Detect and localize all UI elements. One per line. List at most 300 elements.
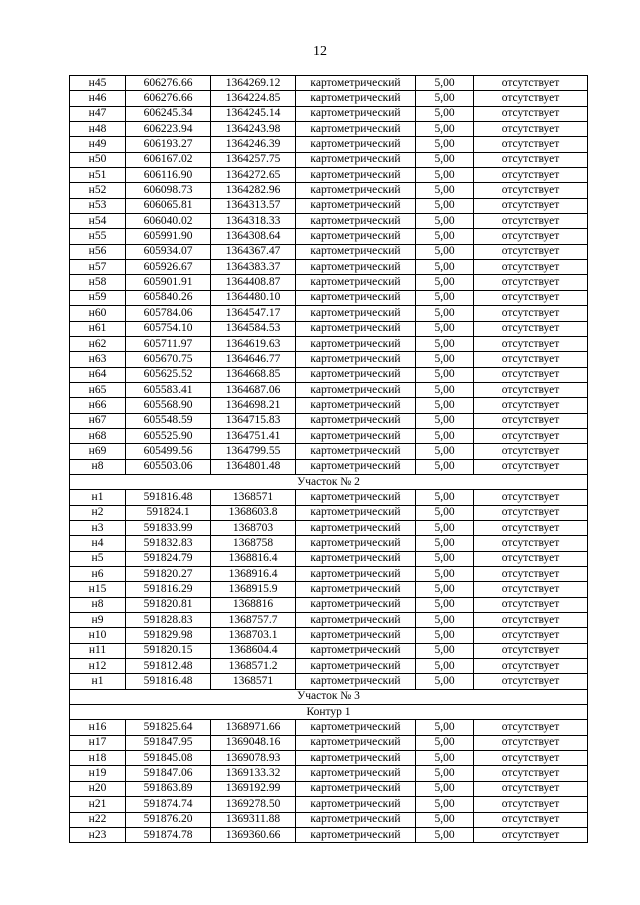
table-row xyxy=(70,122,588,137)
coordinate-x-cell: 605548.59 xyxy=(126,413,211,428)
coordinate-y-cell: 1364224.85 xyxy=(211,91,296,106)
method-cell: картометрический xyxy=(296,597,416,612)
point-id-cell: н69 xyxy=(70,444,126,459)
point-id-cell: н65 xyxy=(70,382,126,397)
table-row xyxy=(70,214,588,229)
note-cell: отсутствует xyxy=(474,336,588,351)
coordinate-x-cell: 606223.94 xyxy=(126,122,211,137)
note-cell: отсутствует xyxy=(474,551,588,566)
point-id-cell: н47 xyxy=(70,106,126,121)
coordinate-x-cell: 591832.83 xyxy=(126,536,211,551)
point-id-cell: н17 xyxy=(70,735,126,750)
coordinate-y-cell: 1369048.16 xyxy=(211,735,296,750)
note-cell: отсутствует xyxy=(474,321,588,336)
accuracy-cell: 5,00 xyxy=(416,567,474,582)
table-row xyxy=(70,567,588,582)
note-cell: отсутствует xyxy=(474,91,588,106)
method-cell: картометрический xyxy=(296,551,416,566)
accuracy-cell: 5,00 xyxy=(416,582,474,597)
point-id-cell: н19 xyxy=(70,766,126,781)
accuracy-cell: 5,00 xyxy=(416,520,474,535)
method-cell: картометрический xyxy=(296,91,416,106)
coordinate-y-cell: 1364318.33 xyxy=(211,214,296,229)
coordinate-x-cell: 606167.02 xyxy=(126,152,211,167)
point-id-cell: н1 xyxy=(70,490,126,505)
coordinate-x-cell: 591824.1 xyxy=(126,505,211,520)
note-cell: отсутствует xyxy=(474,444,588,459)
table-row xyxy=(70,674,588,689)
table-row xyxy=(70,321,588,336)
coordinate-y-cell: 1364547.17 xyxy=(211,306,296,321)
accuracy-cell: 5,00 xyxy=(416,720,474,735)
table-row xyxy=(70,797,588,812)
table-row xyxy=(70,582,588,597)
table-row xyxy=(70,352,588,367)
coordinate-x-cell: 591812.48 xyxy=(126,659,211,674)
method-cell: картометрический xyxy=(296,797,416,812)
coordinate-y-cell: 1364584.53 xyxy=(211,321,296,336)
method-cell: картометрический xyxy=(296,214,416,229)
coordinate-y-cell: 1369360.66 xyxy=(211,827,296,842)
coordinate-y-cell: 1368571.2 xyxy=(211,659,296,674)
coordinate-x-cell: 605525.90 xyxy=(126,428,211,443)
coordinate-y-cell: 1368703.1 xyxy=(211,628,296,643)
coordinate-y-cell: 1364668.85 xyxy=(211,367,296,382)
table-row xyxy=(70,751,588,766)
table-row xyxy=(70,628,588,643)
point-id-cell: н68 xyxy=(70,428,126,443)
note-cell: отсутствует xyxy=(474,152,588,167)
table-row xyxy=(70,168,588,183)
note-cell: отсутствует xyxy=(474,490,588,505)
method-cell: картометрический xyxy=(296,567,416,582)
accuracy-cell: 5,00 xyxy=(416,367,474,382)
method-cell: картометрический xyxy=(296,520,416,535)
accuracy-cell: 5,00 xyxy=(416,275,474,290)
method-cell: картометрический xyxy=(296,459,416,474)
coordinate-x-cell: 591820.27 xyxy=(126,567,211,582)
accuracy-cell: 5,00 xyxy=(416,751,474,766)
coordinate-y-cell: 1364698.21 xyxy=(211,398,296,413)
method-cell: картометрический xyxy=(296,659,416,674)
accuracy-cell: 5,00 xyxy=(416,106,474,121)
point-id-cell: н61 xyxy=(70,321,126,336)
accuracy-cell: 5,00 xyxy=(416,444,474,459)
note-cell: отсутствует xyxy=(474,643,588,658)
coordinate-x-cell: 605503.06 xyxy=(126,459,211,474)
coordinate-x-cell: 605583.41 xyxy=(126,382,211,397)
coordinate-y-cell: 1369192.99 xyxy=(211,781,296,796)
coordinate-y-cell: 1369078.93 xyxy=(211,751,296,766)
method-cell: картометрический xyxy=(296,781,416,796)
method-cell: картометрический xyxy=(296,152,416,167)
coordinate-x-cell: 591829.98 xyxy=(126,628,211,643)
table-row xyxy=(70,444,588,459)
accuracy-cell: 5,00 xyxy=(416,152,474,167)
point-id-cell: н16 xyxy=(70,720,126,735)
note-cell: отсутствует xyxy=(474,567,588,582)
coordinates-table xyxy=(69,75,588,843)
method-cell: картометрический xyxy=(296,76,416,91)
table-row xyxy=(70,781,588,796)
coordinate-y-cell: 1364801.48 xyxy=(211,459,296,474)
method-cell: картометрический xyxy=(296,321,416,336)
method-cell: картометрический xyxy=(296,751,416,766)
coordinate-x-cell: 591874.74 xyxy=(126,797,211,812)
coordinate-y-cell: 1364408.87 xyxy=(211,275,296,290)
point-id-cell: н5 xyxy=(70,551,126,566)
coordinate-x-cell: 605934.07 xyxy=(126,244,211,259)
point-id-cell: н22 xyxy=(70,812,126,827)
coordinate-x-cell: 605670.75 xyxy=(126,352,211,367)
table-row xyxy=(70,306,588,321)
point-id-cell: н1 xyxy=(70,674,126,689)
point-id-cell: н8 xyxy=(70,459,126,474)
note-cell: отсутствует xyxy=(474,275,588,290)
note-cell: отсутствует xyxy=(474,290,588,305)
coordinate-y-cell: 1368915.9 xyxy=(211,582,296,597)
coordinate-y-cell: 1364257.75 xyxy=(211,152,296,167)
coordinate-x-cell: 605754.10 xyxy=(126,321,211,336)
table-row xyxy=(70,659,588,674)
point-id-cell: н55 xyxy=(70,229,126,244)
note-cell: отсутствует xyxy=(474,720,588,735)
accuracy-cell: 5,00 xyxy=(416,229,474,244)
accuracy-cell: 5,00 xyxy=(416,490,474,505)
coordinate-x-cell: 606193.27 xyxy=(126,137,211,152)
method-cell: картометрический xyxy=(296,398,416,413)
table-row xyxy=(70,183,588,198)
coordinate-x-cell: 606276.66 xyxy=(126,76,211,91)
point-id-cell: н10 xyxy=(70,628,126,643)
note-cell: отсутствует xyxy=(474,106,588,121)
table-row xyxy=(70,536,588,551)
table-row xyxy=(70,613,588,628)
table-row xyxy=(70,827,588,842)
point-id-cell: н20 xyxy=(70,781,126,796)
method-cell: картометрический xyxy=(296,106,416,121)
coordinate-y-cell: 1369133.32 xyxy=(211,766,296,781)
method-cell: картометрический xyxy=(296,336,416,351)
point-id-cell: н67 xyxy=(70,413,126,428)
accuracy-cell: 5,00 xyxy=(416,214,474,229)
table-row xyxy=(70,428,588,443)
coordinate-y-cell: 1368604.4 xyxy=(211,643,296,658)
accuracy-cell: 5,00 xyxy=(416,321,474,336)
point-id-cell: н9 xyxy=(70,613,126,628)
coordinate-x-cell: 605499.56 xyxy=(126,444,211,459)
note-cell: отсутствует xyxy=(474,505,588,520)
note-cell: отсутствует xyxy=(474,413,588,428)
accuracy-cell: 5,00 xyxy=(416,336,474,351)
coordinate-x-cell: 591820.81 xyxy=(126,597,211,612)
table-row xyxy=(70,597,588,612)
coordinate-y-cell: 1369311.88 xyxy=(211,812,296,827)
accuracy-cell: 5,00 xyxy=(416,382,474,397)
note-cell: отсутствует xyxy=(474,827,588,842)
method-cell: картометрический xyxy=(296,827,416,842)
note-cell: отсутствует xyxy=(474,367,588,382)
table-row xyxy=(70,260,588,275)
accuracy-cell: 5,00 xyxy=(416,505,474,520)
note-cell: отсутствует xyxy=(474,613,588,628)
section-header-row xyxy=(70,705,588,720)
note-cell: отсутствует xyxy=(474,536,588,551)
table-row xyxy=(70,229,588,244)
method-cell: картометрический xyxy=(296,444,416,459)
accuracy-cell: 5,00 xyxy=(416,459,474,474)
coordinate-x-cell: 606276.66 xyxy=(126,91,211,106)
accuracy-cell: 5,00 xyxy=(416,122,474,137)
coordinate-x-cell: 606065.81 xyxy=(126,198,211,213)
note-cell: отсутствует xyxy=(474,797,588,812)
coordinate-y-cell: 1368571 xyxy=(211,490,296,505)
note-cell: отсутствует xyxy=(474,183,588,198)
table-row xyxy=(70,290,588,305)
section-header-row xyxy=(70,689,588,704)
note-cell: отсутствует xyxy=(474,168,588,183)
coordinate-x-cell: 606245.34 xyxy=(126,106,211,121)
note-cell: отсутствует xyxy=(474,244,588,259)
coordinate-y-cell: 1364480.10 xyxy=(211,290,296,305)
point-id-cell: н66 xyxy=(70,398,126,413)
note-cell: отсутствует xyxy=(474,122,588,137)
point-id-cell: н60 xyxy=(70,306,126,321)
coordinate-y-cell: 1368758 xyxy=(211,536,296,551)
method-cell: картометрический xyxy=(296,168,416,183)
coordinate-x-cell: 591816.29 xyxy=(126,582,211,597)
note-cell: отсутствует xyxy=(474,428,588,443)
accuracy-cell: 5,00 xyxy=(416,827,474,842)
method-cell: картометрический xyxy=(296,735,416,750)
coordinate-y-cell: 1364715.83 xyxy=(211,413,296,428)
table-row xyxy=(70,106,588,121)
table-row xyxy=(70,382,588,397)
table-row xyxy=(70,720,588,735)
coordinate-x-cell: 605784.06 xyxy=(126,306,211,321)
method-cell: картометрический xyxy=(296,536,416,551)
note-cell: отсутствует xyxy=(474,137,588,152)
accuracy-cell: 5,00 xyxy=(416,137,474,152)
accuracy-cell: 5,00 xyxy=(416,628,474,643)
method-cell: картометрический xyxy=(296,382,416,397)
coordinate-x-cell: 591847.06 xyxy=(126,766,211,781)
note-cell: отсутствует xyxy=(474,751,588,766)
accuracy-cell: 5,00 xyxy=(416,306,474,321)
method-cell: картометрический xyxy=(296,198,416,213)
coordinate-y-cell: 1364246.39 xyxy=(211,137,296,152)
point-id-cell: н54 xyxy=(70,214,126,229)
point-id-cell: н46 xyxy=(70,91,126,106)
coordinate-y-cell: 1364243.98 xyxy=(211,122,296,137)
table-row xyxy=(70,551,588,566)
point-id-cell: н56 xyxy=(70,244,126,259)
section-header-label: Контур 1 xyxy=(70,705,588,720)
table-row xyxy=(70,275,588,290)
method-cell: картометрический xyxy=(296,582,416,597)
accuracy-cell: 5,00 xyxy=(416,398,474,413)
accuracy-cell: 5,00 xyxy=(416,643,474,658)
method-cell: картометрический xyxy=(296,505,416,520)
coordinate-y-cell: 1364367.47 xyxy=(211,244,296,259)
point-id-cell: н6 xyxy=(70,567,126,582)
note-cell: отсутствует xyxy=(474,229,588,244)
table-row xyxy=(70,244,588,259)
coordinate-y-cell: 1364687.06 xyxy=(211,382,296,397)
point-id-cell: н8 xyxy=(70,597,126,612)
accuracy-cell: 5,00 xyxy=(416,413,474,428)
coordinate-x-cell: 591816.48 xyxy=(126,674,211,689)
accuracy-cell: 5,00 xyxy=(416,244,474,259)
method-cell: картометрический xyxy=(296,352,416,367)
table-row xyxy=(70,398,588,413)
accuracy-cell: 5,00 xyxy=(416,290,474,305)
note-cell: отсутствует xyxy=(474,76,588,91)
table-row xyxy=(70,766,588,781)
coordinate-x-cell: 605568.90 xyxy=(126,398,211,413)
note-cell: отсутствует xyxy=(474,781,588,796)
table-row xyxy=(70,812,588,827)
method-cell: картометрический xyxy=(296,674,416,689)
coordinate-x-cell: 605991.90 xyxy=(126,229,211,244)
table-row xyxy=(70,152,588,167)
note-cell: отсутствует xyxy=(474,597,588,612)
page-number: 12 xyxy=(313,44,327,59)
section-header-label: Участок № 2 xyxy=(70,474,588,489)
method-cell: картометрический xyxy=(296,306,416,321)
point-id-cell: н11 xyxy=(70,643,126,658)
coordinate-y-cell: 1369278.50 xyxy=(211,797,296,812)
accuracy-cell: 5,00 xyxy=(416,168,474,183)
coordinate-y-cell: 1368757.7 xyxy=(211,613,296,628)
table-row xyxy=(70,137,588,152)
coordinates-table-body xyxy=(70,76,588,843)
coordinate-y-cell: 1364383.37 xyxy=(211,260,296,275)
method-cell: картометрический xyxy=(296,260,416,275)
coordinate-y-cell: 1364282.96 xyxy=(211,183,296,198)
table-row xyxy=(70,520,588,535)
point-id-cell: н15 xyxy=(70,582,126,597)
coordinate-x-cell: 605625.52 xyxy=(126,367,211,382)
table-row xyxy=(70,735,588,750)
coordinate-x-cell: 606040.02 xyxy=(126,214,211,229)
accuracy-cell: 5,00 xyxy=(416,735,474,750)
coordinate-x-cell: 591816.48 xyxy=(126,490,211,505)
method-cell: картометрический xyxy=(296,137,416,152)
accuracy-cell: 5,00 xyxy=(416,260,474,275)
coordinate-y-cell: 1368571 xyxy=(211,674,296,689)
note-cell: отсутствует xyxy=(474,352,588,367)
point-id-cell: н53 xyxy=(70,198,126,213)
coordinate-x-cell: 605926.67 xyxy=(126,260,211,275)
note-cell: отсутствует xyxy=(474,382,588,397)
coordinate-x-cell: 605711.97 xyxy=(126,336,211,351)
accuracy-cell: 5,00 xyxy=(416,536,474,551)
coordinate-x-cell: 591824.79 xyxy=(126,551,211,566)
coordinate-y-cell: 1364313.57 xyxy=(211,198,296,213)
coordinate-x-cell: 591863.89 xyxy=(126,781,211,796)
coordinate-x-cell: 606116.90 xyxy=(126,168,211,183)
method-cell: картометрический xyxy=(296,812,416,827)
coordinate-x-cell: 591825.64 xyxy=(126,720,211,735)
method-cell: картометрический xyxy=(296,628,416,643)
coordinate-y-cell: 1368703 xyxy=(211,520,296,535)
note-cell: отсутствует xyxy=(474,260,588,275)
note-cell: отсутствует xyxy=(474,520,588,535)
note-cell: отсутствует xyxy=(474,459,588,474)
point-id-cell: н50 xyxy=(70,152,126,167)
method-cell: картометрический xyxy=(296,229,416,244)
coordinate-x-cell: 591820.15 xyxy=(126,643,211,658)
table-row xyxy=(70,367,588,382)
accuracy-cell: 5,00 xyxy=(416,766,474,781)
note-cell: отсутствует xyxy=(474,812,588,827)
method-cell: картометрический xyxy=(296,244,416,259)
note-cell: отсутствует xyxy=(474,674,588,689)
note-cell: отсутствует xyxy=(474,659,588,674)
coordinate-x-cell: 591874.78 xyxy=(126,827,211,842)
coordinate-x-cell: 591847.95 xyxy=(126,735,211,750)
note-cell: отсутствует xyxy=(474,214,588,229)
coordinate-y-cell: 1368916.4 xyxy=(211,567,296,582)
coordinate-y-cell: 1364799.55 xyxy=(211,444,296,459)
coordinate-x-cell: 605901.91 xyxy=(126,275,211,290)
point-id-cell: н18 xyxy=(70,751,126,766)
method-cell: картометрический xyxy=(296,122,416,137)
accuracy-cell: 5,00 xyxy=(416,428,474,443)
coordinate-x-cell: 591833.99 xyxy=(126,520,211,535)
method-cell: картометрический xyxy=(296,643,416,658)
coordinate-x-cell: 605840.26 xyxy=(126,290,211,305)
coordinate-y-cell: 1368816.4 xyxy=(211,551,296,566)
coordinate-y-cell: 1364272.65 xyxy=(211,168,296,183)
method-cell: картометрический xyxy=(296,720,416,735)
method-cell: картометрический xyxy=(296,428,416,443)
coordinate-y-cell: 1364308.64 xyxy=(211,229,296,244)
method-cell: картометрический xyxy=(296,490,416,505)
point-id-cell: н12 xyxy=(70,659,126,674)
method-cell: картометрический xyxy=(296,766,416,781)
coordinate-y-cell: 1364751.41 xyxy=(211,428,296,443)
note-cell: отсутствует xyxy=(474,306,588,321)
point-id-cell: н51 xyxy=(70,168,126,183)
coordinate-y-cell: 1368816 xyxy=(211,597,296,612)
point-id-cell: н59 xyxy=(70,290,126,305)
point-id-cell: н57 xyxy=(70,260,126,275)
coordinate-y-cell: 1364269.12 xyxy=(211,76,296,91)
accuracy-cell: 5,00 xyxy=(416,659,474,674)
table-row xyxy=(70,76,588,91)
point-id-cell: н52 xyxy=(70,183,126,198)
table-row xyxy=(70,643,588,658)
table-row xyxy=(70,336,588,351)
method-cell: картометрический xyxy=(296,413,416,428)
point-id-cell: н45 xyxy=(70,76,126,91)
coordinate-y-cell: 1368603.8 xyxy=(211,505,296,520)
note-cell: отсутствует xyxy=(474,198,588,213)
table-row xyxy=(70,198,588,213)
note-cell: отсутствует xyxy=(474,582,588,597)
point-id-cell: н58 xyxy=(70,275,126,290)
method-cell: картометрический xyxy=(296,275,416,290)
point-id-cell: н49 xyxy=(70,137,126,152)
accuracy-cell: 5,00 xyxy=(416,812,474,827)
point-id-cell: н23 xyxy=(70,827,126,842)
coordinate-x-cell: 606098.73 xyxy=(126,183,211,198)
table-row xyxy=(70,91,588,106)
accuracy-cell: 5,00 xyxy=(416,613,474,628)
accuracy-cell: 5,00 xyxy=(416,597,474,612)
